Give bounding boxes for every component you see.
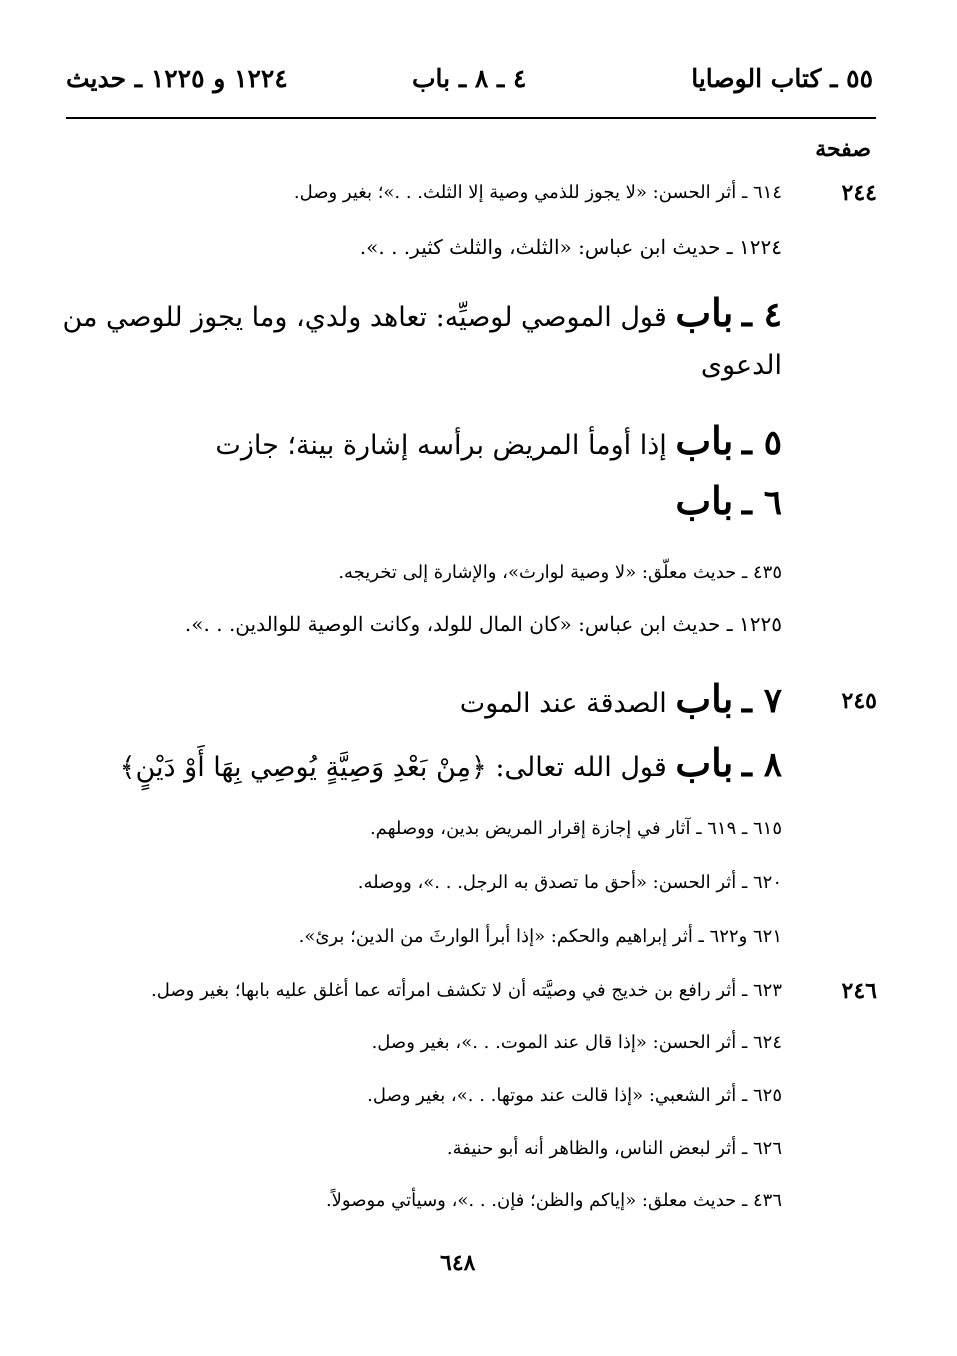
chapter-word: باب [675, 676, 734, 721]
chapter-title: قول الله تعالى: ﴿مِنْ بَعْدِ وَصِيَّةٍ يُوصِي بِهَا أَوْ دَيْنٍ﴾ [119, 752, 667, 783]
chapter-word: باب [675, 740, 734, 785]
chapter-heading-4 [62, 290, 782, 335]
running-header-chapters: ٤ ـ ٨ ـ باب [412, 64, 527, 93]
chapter-number: ٧ ـ [741, 681, 782, 721]
page-column-label: صفحة [815, 136, 871, 162]
chapter-word: باب [675, 418, 734, 463]
entry-athar-625: ٦٢٥ ـ أثر الشعبي: «إذا قالت عند موتها. . .»، بغير وصل. [367, 1085, 782, 1106]
entry-hadith-1224: ١٢٢٤ ـ حديث ابن عباس: «الثلث، والثلث كثير. . .». [359, 235, 782, 259]
entry-hadith-435: ٤٣٥ ـ حديث معلّق: «لا وصية لوارث»، والإشارة إلى تخريجه. [338, 562, 782, 583]
header-rule [66, 117, 876, 119]
running-header-hadith-range: ١٢٢٤ و ١٢٢٥ ـ حديث [66, 64, 288, 93]
chapter-heading-8 [120, 740, 782, 785]
chapter-heading-6 [675, 478, 782, 523]
chapter-heading-7 [460, 676, 782, 721]
entry-hadith-436: ٤٣٦ ـ حديث معلق: «إياكم والظن؛ فإن. . .»، وسيأتي موصولاً. [325, 1190, 782, 1211]
chapter-word: باب [675, 290, 734, 335]
running-header-book-title: ٥٥ ـ كتاب الوصايا [691, 64, 873, 93]
page-number-245: ٢٤٥ [841, 688, 877, 714]
entry-athar-620: ٦٢٠ ـ أثر الحسن: «أحق ما تصدق به الرجل. . .»، ووصله. [357, 872, 782, 893]
entry-athar-624: ٦٢٤ ـ أثر الحسن: «إذا قال عند الموت. . .»، بغير وصل. [371, 1032, 782, 1053]
chapter-title: الصدقة عند الموت [459, 688, 667, 719]
entry-athar-626: ٦٢٦ ـ أثر لبعض الناس، والظاهر أنه أبو حنيفة. [446, 1138, 782, 1159]
entry-athar-615-619: ٦١٥ ـ ٦١٩ ـ آثار في إجازة إقرار المريض بدين، ووصلهم. [369, 818, 782, 839]
chapter-word: باب [675, 478, 734, 523]
chapter-number: ٦ ـ [741, 483, 782, 523]
chapter-number: ٨ ـ [741, 745, 782, 785]
entry-athar-614: ٦١٤ ـ أثر الحسن: «لا يجوز للذمي وصية إلا الثلث. . .»؛ بغير وصل. [293, 182, 782, 203]
chapter-heading-4-continuation: الدعوى [700, 350, 782, 381]
chapter-number: ٤ ـ [741, 295, 782, 335]
entry-hadith-1225: ١٢٢٥ ـ حديث ابن عباس: «كان المال للولد، وكانت الوصية للوالدين. . .». [184, 612, 782, 636]
folio-page-number: ٦٤٨ [440, 1250, 476, 1276]
chapter-title: إذا أومأ المريض برأسه إشارة بينة؛ جازت [215, 430, 667, 461]
chapter-heading-5 [215, 418, 782, 463]
entry-athar-621-622: ٦٢١ و٦٢٢ ـ أثر إبراهيم والحكم: «إذا أبرأ الوارثَ من الدين؛ برئ». [298, 926, 782, 947]
page-number-244: ٢٤٤ [841, 180, 877, 206]
page-number-246: ٢٤٦ [841, 978, 877, 1004]
entry-athar-623: ٦٢٣ ـ أثر رافع بن خديج في وصيَّته أن لا تكشف امرأته عما أغلق عليه بابها؛ بغير وصل. [151, 980, 782, 1001]
chapter-number: ٥ ـ [741, 423, 782, 463]
chapter-title: قول الموصي لوصيِّه: تعاهد ولدي، وما يجوز للوصي من [62, 302, 667, 333]
